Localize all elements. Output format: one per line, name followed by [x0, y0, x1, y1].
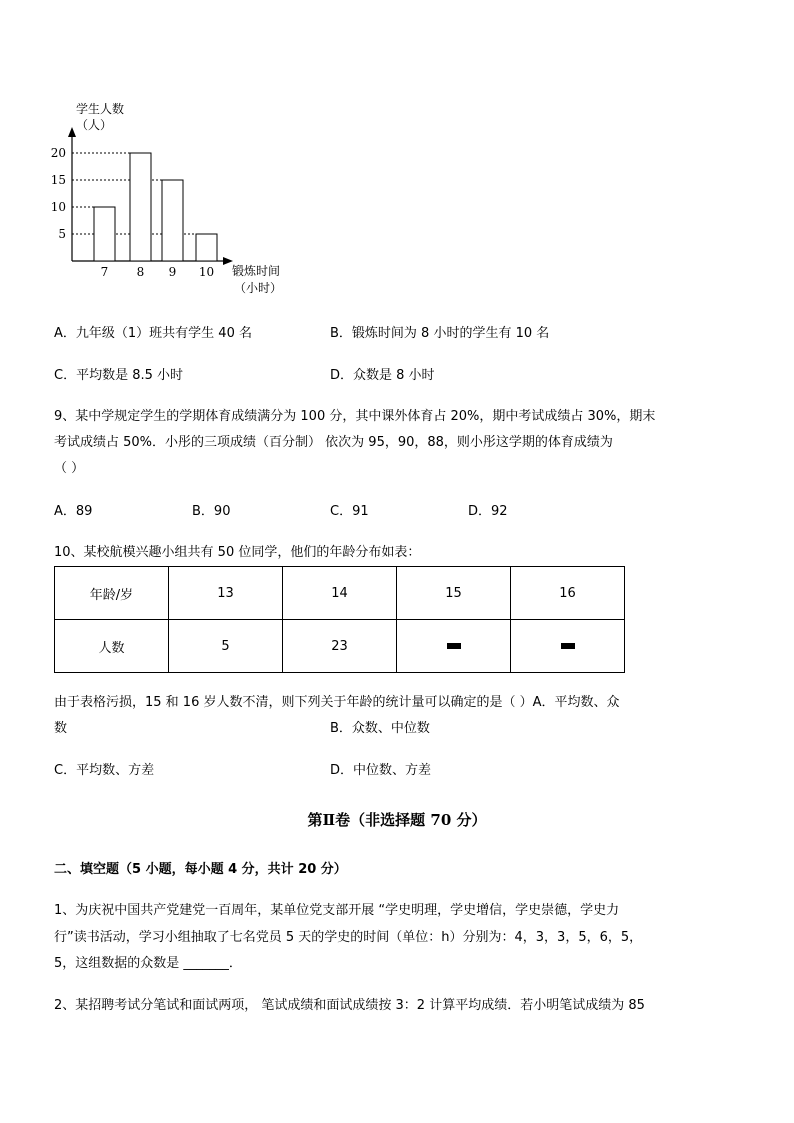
- table-cell: 15: [397, 567, 511, 620]
- table-cell: 23: [283, 620, 397, 673]
- q9-line3: （ ）: [54, 461, 85, 476]
- y-axis-label: 学生人数: [76, 102, 125, 116]
- q8-option-a: A．九年级（1）班共有学生 40 名: [54, 326, 252, 341]
- bar: [162, 180, 183, 261]
- q8-option-d: D．众数是 8 小时: [330, 368, 435, 383]
- table-cell-smudged: [397, 620, 511, 673]
- y-tick-label: 5: [58, 227, 66, 241]
- q9-line1: 9、某中学规定学生的学期体育成绩满分为 100 分，其中课外体育占 20%，期中考试成绩占 30%，期末: [54, 409, 656, 424]
- age-table: [54, 566, 625, 673]
- table-cell: 16: [511, 567, 625, 620]
- x-axis-label: 锻炼时间: [232, 264, 281, 278]
- q9-option-a: A．89: [54, 504, 93, 519]
- fill2-line1: 2、某招聘考试分笔试和面试两项， 笔试成绩和面试成绩按 3：2 计算平均成绩．若小明笔试成绩为 85: [54, 998, 645, 1013]
- bar: [130, 153, 151, 261]
- q10-option-c: C．平均数、方差: [54, 763, 155, 778]
- q9-line2: 考试成绩占 50%．小彤的三项成绩（百分制） 依次为 95，90，88，则小彤这学期的体育成绩为: [54, 435, 613, 450]
- y-tick-label: 20: [50, 146, 66, 160]
- bar: [196, 234, 217, 261]
- q8-option-c: C．平均数是 8.5 小时: [54, 368, 184, 383]
- bar: [94, 207, 115, 261]
- q10-option-d: D．中位数、方差: [330, 763, 432, 778]
- q10-text-line2: 数: [54, 721, 68, 736]
- y-axis-unit: （人）: [76, 118, 113, 132]
- q9-option-d: D．92: [468, 504, 508, 519]
- q10-intro: 10、某校航模兴趣小组共有 50 位同学，他们的年龄分布如表：: [54, 545, 421, 560]
- x-tick-label: 9: [168, 265, 177, 279]
- table-cell: 5: [169, 620, 283, 673]
- y-axis-title: [76, 101, 124, 132]
- table-row: [55, 567, 625, 620]
- x-axis-unit: （小时）: [234, 281, 283, 295]
- x-tick-label: 8: [136, 265, 145, 279]
- q10-option-b: B．众数、中位数: [330, 721, 430, 736]
- fill1-line3: 5，这组数据的众数是 _______．: [54, 956, 242, 971]
- y-tick-label: 15: [50, 173, 66, 187]
- section-heading: 二、填空题（5 小题，每小题 4 分，共计 20 分）: [54, 862, 347, 877]
- q9-option-c: C．91: [330, 504, 369, 519]
- q10-text-line1: 由于表格污损，15 和 16 岁人数不清，则下列关于年龄的统计量可以确定的是（ ）A．平均数、众: [54, 695, 620, 710]
- x-tick-label: 10: [198, 265, 215, 279]
- ink-blot: [447, 643, 461, 649]
- q8-option-b: B．锻炼时间为 8 小时的学生有 10 名: [330, 326, 550, 341]
- table-cell: 14: [283, 567, 397, 620]
- table-cell-smudged: [511, 620, 625, 673]
- fill1-line1: 1、为庆祝中国共产党建党一百周年，某单位党支部开展 “学史明理，学史增信，学史崇德，学史力: [54, 903, 620, 918]
- table-row: [55, 620, 625, 673]
- x-tick-label: 7: [100, 265, 109, 279]
- table-cell: 13: [169, 567, 283, 620]
- table-cell: 人数: [55, 620, 169, 673]
- y-axis-arrow: [68, 127, 76, 137]
- section-title: 第Ⅱ卷（非选择题 70 分）: [307, 811, 487, 829]
- q9-option-b: B．90: [192, 504, 231, 519]
- table-cell: 年龄/岁: [55, 567, 169, 620]
- ink-blot: [561, 643, 575, 649]
- fill1-line2: 行”读书活动，学习小组抽取了七名党员 5 天的学史的时间（单位：h）分别为：4，3，3，5，6，5，: [54, 930, 643, 945]
- bar-chart: [40, 95, 310, 305]
- y-tick-label: 10: [50, 200, 66, 214]
